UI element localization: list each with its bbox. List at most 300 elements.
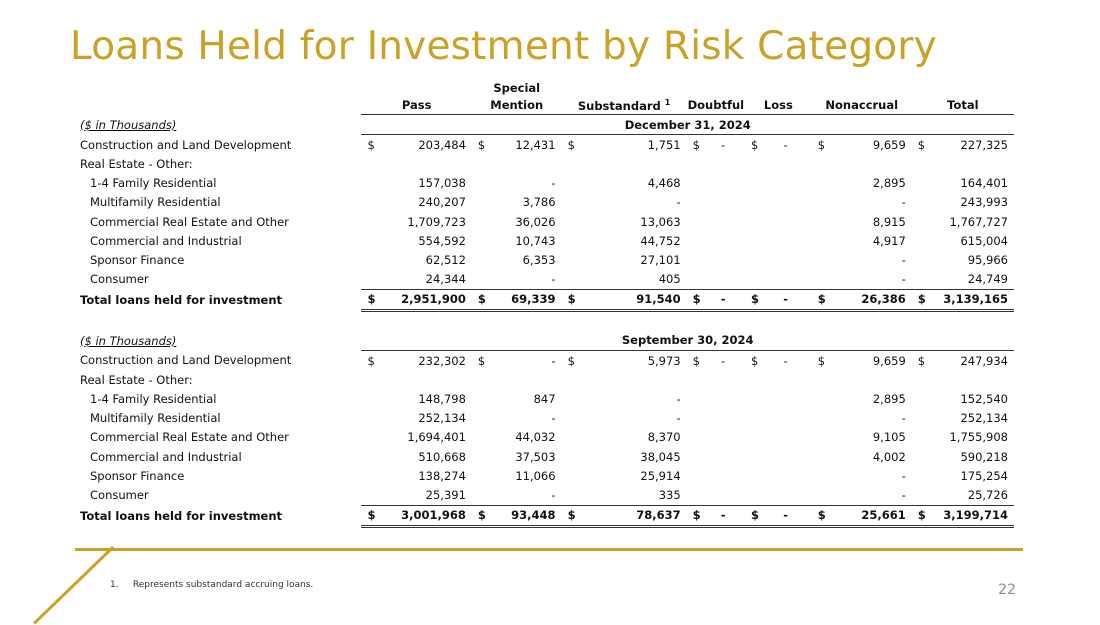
currency-symbol: $ [912, 289, 927, 310]
cell-doubtful [701, 270, 745, 290]
cell-special: 37,503 [515, 449, 556, 464]
cell-loss [760, 270, 812, 290]
cell-total: 175,254 [960, 468, 1008, 483]
currency-symbol [812, 485, 827, 505]
currency-symbol [912, 193, 927, 212]
cell-substandard: - [676, 411, 681, 426]
currency-symbol: $ [817, 353, 826, 368]
currency-symbol [812, 409, 827, 428]
cell-nonaccrual: - [901, 252, 906, 267]
header-pass: Pass [361, 96, 471, 115]
currency-symbol [687, 212, 702, 231]
cell-total [926, 154, 1014, 173]
cell-total: 252,134 [960, 411, 1008, 426]
header-total: Total [912, 96, 1014, 115]
cell-total: 95,966 [967, 252, 1008, 267]
row-label: 1-4 Family Residential [90, 392, 217, 407]
currency-symbol [472, 154, 487, 173]
cell-doubtful [701, 193, 745, 212]
currency-symbol [472, 466, 487, 485]
cell-nonaccrual: - [901, 411, 906, 426]
cell-special: 36,026 [515, 214, 556, 229]
currency-symbol [912, 212, 927, 231]
accent-rule-diagonal [33, 546, 114, 625]
cell-pass: 510,668 [418, 449, 466, 464]
cell-doubtful [701, 154, 745, 173]
cell-substandard: 27,101 [640, 252, 681, 267]
total-row [80, 505, 1014, 526]
cell-doubtful [701, 370, 745, 389]
currency-symbol: $ [472, 289, 487, 310]
currency-symbol [562, 466, 577, 485]
cell-special: 847 [533, 392, 556, 407]
total-special: 93,448 [487, 505, 562, 526]
cell-special: 10,743 [515, 233, 556, 248]
cell-special: - [551, 353, 556, 368]
currency-symbol [562, 428, 577, 447]
cell-substandard: 1,751 [647, 137, 681, 152]
footnote: 1. Represents substandard accruing loans. [110, 580, 314, 590]
currency-symbol [361, 389, 376, 408]
currency-symbol [745, 370, 760, 389]
currency-symbol [562, 389, 577, 408]
currency-symbol [912, 154, 927, 173]
cell-loss [760, 447, 812, 466]
currency-symbol: $ [917, 137, 926, 152]
currency-symbol [472, 231, 487, 250]
currency-symbol [361, 212, 376, 231]
risk-category-table [80, 80, 1014, 528]
currency-symbol: $ [687, 505, 702, 526]
row-label: Consumer [90, 488, 149, 503]
table-row [80, 270, 1014, 290]
row-label: Sponsor Finance [90, 252, 185, 267]
cell-nonaccrual: - [901, 487, 906, 502]
table-row [80, 370, 1014, 389]
cell-nonaccrual: - [901, 468, 906, 483]
cell-loss [760, 466, 812, 485]
currency-symbol: $ [912, 505, 927, 526]
currency-symbol [562, 370, 577, 389]
cell-substandard: 8,370 [647, 430, 681, 445]
total-label: Total loans held for investment [80, 292, 283, 307]
cell-loss [760, 193, 812, 212]
cell-pass: 157,038 [418, 176, 466, 191]
cell-substandard: 4,468 [647, 176, 681, 191]
cell-loss [760, 174, 812, 193]
currency-symbol: $ [367, 137, 375, 152]
cell-doubtful [701, 174, 745, 193]
header-special: Special [493, 81, 541, 95]
currency-symbol [912, 485, 927, 505]
cell-total: 615,004 [960, 233, 1008, 248]
cell-total: 1,767,727 [949, 214, 1008, 229]
cell-doubtful [701, 428, 745, 447]
cell-pass: 240,207 [418, 195, 466, 210]
period-header-row [80, 115, 1014, 135]
cell-doubtful [701, 389, 745, 408]
currency-symbol [361, 485, 376, 505]
cell-pass: 203,484 [418, 137, 466, 152]
cell-special: - [551, 272, 556, 287]
table-row [80, 409, 1014, 428]
currency-symbol [812, 447, 827, 466]
currency-symbol [912, 409, 927, 428]
currency-symbol [812, 154, 827, 173]
header-doubtful: Doubtful [687, 96, 745, 115]
total-label: Total loans held for investment [80, 508, 283, 523]
cell-substandard: 25,914 [640, 468, 681, 483]
currency-symbol [472, 447, 487, 466]
unit-label: ($ in Thousands) [80, 333, 177, 348]
cell-special [487, 154, 562, 173]
currency-symbol [361, 409, 376, 428]
cell-pass: 554,592 [418, 233, 466, 248]
currency-symbol [745, 212, 760, 231]
cell-pass [376, 370, 472, 389]
cell-pass: 25,391 [425, 487, 466, 502]
currency-symbol [912, 389, 927, 408]
cell-special: - [551, 411, 556, 426]
currency-symbol [745, 409, 760, 428]
row-label: Commercial Real Estate and Other [90, 214, 289, 229]
unit-label: ($ in Thousands) [80, 117, 177, 132]
cell-pass: 138,274 [418, 468, 466, 483]
cell-total: 164,401 [960, 176, 1008, 191]
currency-symbol: $ [692, 353, 700, 368]
table-row [80, 351, 1014, 371]
period-label: December 31, 2024 [361, 115, 1014, 135]
currency-symbol [745, 485, 760, 505]
currency-symbol [912, 466, 927, 485]
cell-pass: 1,694,401 [407, 430, 466, 445]
cell-loss [760, 212, 812, 231]
header-nonaccrual: Nonaccrual [812, 96, 912, 115]
table-row [80, 135, 1014, 155]
currency-symbol [361, 447, 376, 466]
total-special: 69,339 [487, 289, 562, 310]
total-total: 3,199,714 [926, 505, 1014, 526]
cell-loss [760, 409, 812, 428]
currency-symbol: $ [745, 289, 760, 310]
currency-symbol [562, 231, 577, 250]
header-mention: Mention [472, 96, 562, 115]
currency-symbol [912, 174, 927, 193]
currency-symbol [745, 447, 760, 466]
total-loss: - [760, 505, 812, 526]
page-title: Loans Held for Investment by Risk Category [70, 24, 937, 69]
row-label: Consumer [90, 272, 149, 287]
currency-symbol [472, 370, 487, 389]
currency-symbol [472, 485, 487, 505]
currency-symbol [687, 154, 702, 173]
currency-symbol [687, 174, 702, 193]
currency-symbol: $ [751, 353, 759, 368]
currency-symbol [745, 154, 760, 173]
cell-substandard [576, 370, 686, 389]
cell-total: 247,934 [960, 353, 1008, 368]
cell-pass: 24,344 [425, 272, 466, 287]
currency-symbol [812, 174, 827, 193]
table-row [80, 212, 1014, 231]
row-label: Real Estate - Other: [80, 372, 193, 387]
page-number: 22 [998, 582, 1016, 598]
currency-symbol [812, 389, 827, 408]
currency-symbol [812, 231, 827, 250]
cell-loss [760, 370, 812, 389]
currency-symbol [361, 250, 376, 269]
currency-symbol [745, 231, 760, 250]
cell-total: 590,218 [960, 449, 1008, 464]
table-row [80, 154, 1014, 173]
table-row [80, 231, 1014, 250]
cell-nonaccrual: 2,895 [872, 176, 906, 191]
cell-doubtful [701, 250, 745, 269]
currency-symbol [745, 389, 760, 408]
currency-symbol [745, 428, 760, 447]
cell-substandard: 44,752 [640, 233, 681, 248]
row-label: Multifamily Residential [90, 195, 221, 210]
currency-symbol [812, 428, 827, 447]
cell-total: 1,755,908 [949, 430, 1008, 445]
currency-symbol [361, 174, 376, 193]
cell-doubtful [701, 466, 745, 485]
currency-symbol [687, 250, 702, 269]
cell-nonaccrual [826, 154, 911, 173]
currency-symbol: $ [472, 505, 487, 526]
cell-special: 12,431 [515, 137, 556, 152]
currency-symbol: $ [687, 289, 702, 310]
footnote-marker: 1 [664, 97, 671, 107]
row-label: Sponsor Finance [90, 468, 185, 483]
currency-symbol [912, 270, 927, 290]
currency-symbol [687, 447, 702, 466]
table-row [80, 174, 1014, 193]
cell-substandard: - [676, 392, 681, 407]
december-section [80, 115, 1014, 311]
cell-pass [376, 154, 472, 173]
currency-symbol: $ [361, 289, 376, 310]
cell-special: - [551, 487, 556, 502]
row-label: Real Estate - Other: [80, 156, 193, 171]
header-loss: Loss [745, 96, 812, 115]
period-header-row [80, 331, 1014, 351]
currency-symbol [562, 447, 577, 466]
currency-symbol [562, 250, 577, 269]
currency-symbol [562, 409, 577, 428]
currency-symbol [687, 466, 702, 485]
currency-symbol [472, 409, 487, 428]
currency-symbol [745, 250, 760, 269]
currency-symbol [745, 270, 760, 290]
row-label: Commercial Real Estate and Other [90, 430, 289, 445]
cell-pass: 252,134 [418, 411, 466, 426]
cell-nonaccrual: 4,917 [872, 233, 906, 248]
currency-symbol [912, 428, 927, 447]
cell-total [926, 370, 1014, 389]
currency-symbol [472, 193, 487, 212]
currency-symbol: $ [745, 505, 760, 526]
cell-pass: 232,302 [418, 353, 466, 368]
cell-substandard: - [676, 195, 681, 210]
cell-doubtful [701, 409, 745, 428]
currency-symbol: $ [367, 353, 375, 368]
currency-symbol [912, 370, 927, 389]
currency-symbol: $ [361, 505, 376, 526]
total-row [80, 289, 1014, 310]
cell-loss: - [783, 353, 788, 368]
cell-total: 243,993 [960, 195, 1008, 210]
cell-nonaccrual: 9,659 [872, 137, 906, 152]
cell-nonaccrual: - [901, 195, 906, 210]
row-label: Multifamily Residential [90, 411, 221, 426]
currency-symbol [912, 447, 927, 466]
cell-total: 25,726 [967, 487, 1008, 502]
table-row [80, 466, 1014, 485]
currency-symbol [562, 212, 577, 231]
cell-nonaccrual: 2,895 [872, 392, 906, 407]
currency-symbol: $ [477, 137, 486, 152]
september-section [80, 331, 1014, 526]
currency-symbol [361, 370, 376, 389]
total-loss: - [760, 289, 812, 310]
table-row [80, 389, 1014, 408]
currency-symbol [562, 174, 577, 193]
currency-symbol [812, 193, 827, 212]
cell-loss: - [783, 137, 788, 152]
cell-loss [760, 428, 812, 447]
cell-doubtful [701, 231, 745, 250]
currency-symbol [472, 174, 487, 193]
table-row [80, 250, 1014, 269]
total-pass: 2,951,900 [376, 289, 472, 310]
currency-symbol [745, 466, 760, 485]
cell-pass: 62,512 [425, 252, 466, 267]
cell-substandard [576, 154, 686, 173]
cell-special: 3,786 [522, 195, 556, 210]
cell-total: 227,325 [960, 137, 1008, 152]
currency-symbol [472, 250, 487, 269]
currency-symbol: $ [812, 505, 827, 526]
cell-doubtful [701, 212, 745, 231]
currency-symbol [812, 466, 827, 485]
currency-symbol: $ [692, 137, 700, 152]
cell-loss [760, 485, 812, 505]
currency-symbol [687, 231, 702, 250]
currency-symbol: $ [812, 289, 827, 310]
currency-symbol [562, 485, 577, 505]
cell-doubtful: - [721, 137, 726, 152]
total-total: 3,139,165 [926, 289, 1014, 310]
currency-symbol [687, 485, 702, 505]
cell-special: - [551, 176, 556, 191]
total-nonaccrual: 25,661 [826, 505, 911, 526]
cell-special: 44,032 [515, 430, 556, 445]
currency-symbol [562, 193, 577, 212]
currency-symbol [912, 250, 927, 269]
currency-symbol [472, 270, 487, 290]
cell-special [487, 370, 562, 389]
currency-symbol: $ [751, 137, 759, 152]
currency-symbol [745, 193, 760, 212]
currency-symbol [472, 212, 487, 231]
currency-symbol: $ [562, 505, 577, 526]
currency-symbol [812, 270, 827, 290]
currency-symbol [361, 231, 376, 250]
total-substandard: 78,637 [576, 505, 686, 526]
cell-loss [760, 250, 812, 269]
currency-symbol [812, 212, 827, 231]
cell-nonaccrual: 9,659 [872, 353, 906, 368]
currency-symbol [687, 193, 702, 212]
currency-symbol [812, 370, 827, 389]
cell-special: 11,066 [515, 468, 556, 483]
currency-symbol [361, 193, 376, 212]
currency-symbol [687, 389, 702, 408]
row-label: Commercial and Industrial [90, 449, 242, 464]
row-label: Commercial and Industrial [90, 233, 242, 248]
cell-pass: 148,798 [418, 392, 466, 407]
row-label: 1-4 Family Residential [90, 176, 217, 191]
currency-symbol [361, 154, 376, 173]
cell-substandard: 335 [658, 487, 681, 502]
accent-rule [75, 548, 1023, 551]
currency-symbol: $ [567, 353, 575, 368]
total-pass: 3,001,968 [376, 505, 472, 526]
currency-symbol [687, 409, 702, 428]
period-label: September 30, 2024 [361, 331, 1014, 351]
table-row [80, 428, 1014, 447]
header-substandard: Substandard $^1$ [562, 96, 687, 115]
row-label: Construction and Land Development [80, 353, 292, 368]
cell-loss [760, 154, 812, 173]
currency-symbol [912, 231, 927, 250]
cell-substandard: 5,973 [647, 353, 681, 368]
currency-symbol: $ [562, 289, 577, 310]
currency-symbol [361, 466, 376, 485]
cell-nonaccrual: 8,915 [872, 214, 906, 229]
currency-symbol [745, 174, 760, 193]
currency-symbol: $ [567, 137, 575, 152]
currency-symbol: $ [477, 353, 486, 368]
currency-symbol: $ [917, 353, 926, 368]
cell-total: 152,540 [960, 392, 1008, 407]
table-row [80, 447, 1014, 466]
cell-substandard: 38,045 [640, 449, 681, 464]
table-row [80, 193, 1014, 212]
total-doubtful: - [701, 289, 745, 310]
currency-symbol [687, 270, 702, 290]
total-substandard: 91,540 [576, 289, 686, 310]
cell-nonaccrual: 9,105 [872, 430, 906, 445]
cell-substandard: 13,063 [640, 214, 681, 229]
currency-symbol [472, 428, 487, 447]
table-row [80, 485, 1014, 505]
total-nonaccrual: 26,386 [826, 289, 911, 310]
cell-special: 6,353 [522, 252, 556, 267]
currency-symbol [562, 270, 577, 290]
currency-symbol: $ [817, 137, 826, 152]
cell-nonaccrual [826, 370, 911, 389]
currency-symbol [361, 270, 376, 290]
cell-doubtful [701, 485, 745, 505]
currency-symbol [687, 370, 702, 389]
cell-nonaccrual: 4,002 [872, 449, 906, 464]
currency-symbol [472, 389, 487, 408]
cell-total: 24,749 [967, 272, 1008, 287]
cell-loss [760, 231, 812, 250]
currency-symbol [562, 154, 577, 173]
